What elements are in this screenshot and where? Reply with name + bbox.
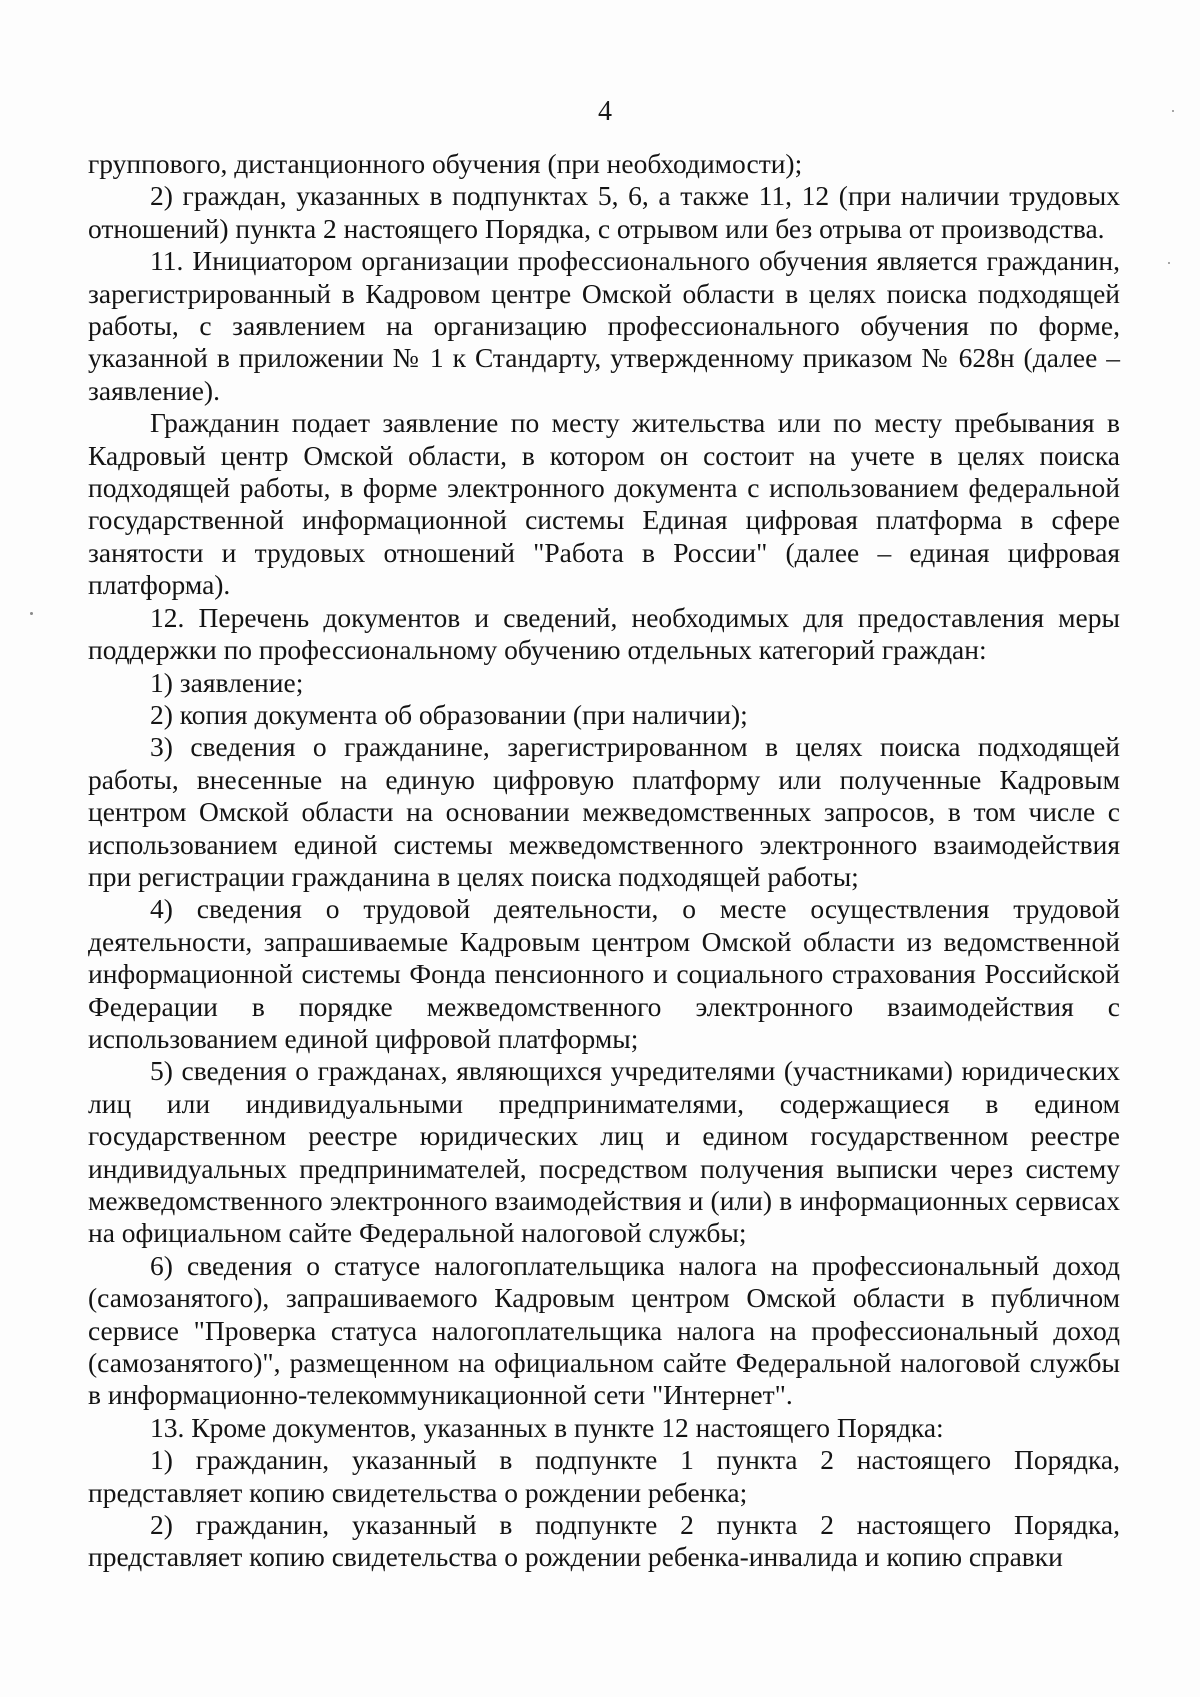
list-item-12-1: 1) заявление;	[150, 666, 304, 698]
page-number: 4	[598, 96, 612, 127]
scan-speck	[30, 612, 33, 615]
list-item-12-4: 4) сведения о трудовой деятельности, о месте осуществления трудовой деятельности, запрашиваемые Кадровым центром Омской области из ведомственной информационной системы Фонда пенсионного и социального страхования Российской Федерации в порядке межведомственного электронного взаимодействия с использованием единой цифровой платформы;	[88, 893, 1120, 1054]
paragraph-item-13: 13. Кроме документов, указанных в пункте 12 настоящего Порядка:	[150, 1411, 944, 1443]
scan-speck	[1168, 262, 1170, 264]
paragraph-application-submission: Гражданин подает заявление по месту жительства или по месту пребывания в Кадровый центр Омской области, в котором он состоит на учете в целях поиска подходящей работы, в форме электронного документа с использованием федеральной государственной информационной системы Единая цифровая платформа в сфере занятости и трудовых отношений "Работа в России" (далее – единая цифровая платформа).	[88, 407, 1120, 601]
scan-speck	[1172, 110, 1174, 112]
list-item-12-5: 5) сведения о гражданах, являющихся учредителями (участниками) юридических лиц или индивидуальными предпринимателями, содержащиеся в едином государственном реестре юридических лиц и едином государственном реестре индивидуальных предпринимателей, посредством получения выписки через систему межведомственного электронного взаимодействия и (или) в информационных сервисах на официальном сайте Федеральной налоговой службы;	[88, 1055, 1120, 1249]
paragraph-item-11: 11. Инициатором организации профессионального обучения является гражданин, зарегистрированный в Кадровом центре Омской области в целях поиска подходящей работы, с заявлением на организацию профессионального обучения по форме, указанной в приложении № 1 к Стандарту, утвержденному приказом № 628н (далее – заявление).	[88, 245, 1120, 406]
list-item-13-2: 2) гражданин, указанный в подпункте 2 пункта 2 настоящего Порядка, представляет копию свидетельства о рождении ребенка-инвалида и копию справки	[88, 1509, 1120, 1573]
paragraph-continuation: группового, дистанционного обучения (при необходимости);	[88, 148, 803, 179]
list-item-13-1: 1) гражданин, указанный в подпункте 1 пункта 2 настоящего Порядка, представляет копию свидетельства о рождении ребенка;	[88, 1444, 1120, 1508]
paragraph-subitem-2: 2) граждан, указанных в подпунктах 5, 6, а также 11, 12 (при наличии трудовых отношений) пункта 2 настоящего Порядка, с отрывом или без отрыва от производства.	[88, 180, 1120, 244]
list-item-12-3: 3) сведения о гражданине, зарегистрированном в целях поиска подходящей работы, внесенные на единую цифровую платформу или полученные Кадровым центром Омской области на основании межведомственных запросов, в том числе с использованием единой системы межведомственного электронного взаимодействия при регистрации гражданина в целях поиска подходящей работы;	[88, 731, 1120, 892]
list-item-12-6: 6) сведения о статусе налогоплательщика налога на профессиональный доход (самозанятого), запрашиваемого Кадровым центром Омской области в публичном сервисе "Проверка статуса налогоплательщика налога на профессиональный доход (самозанятого)", размещенном на официальном сайте Федеральной налоговой службы в информационно-телекоммуникационной сети "Интернет".	[88, 1249, 1120, 1411]
document-body	[88, 148, 1120, 1574]
paragraph-item-12: 12. Перечень документов и сведений, необходимых для предоставления меры поддержки по профессиональному обучению отдельных категорий граждан:	[88, 601, 1120, 666]
list-item-12-2: 2) копия документа об образовании (при наличии);	[150, 698, 748, 730]
